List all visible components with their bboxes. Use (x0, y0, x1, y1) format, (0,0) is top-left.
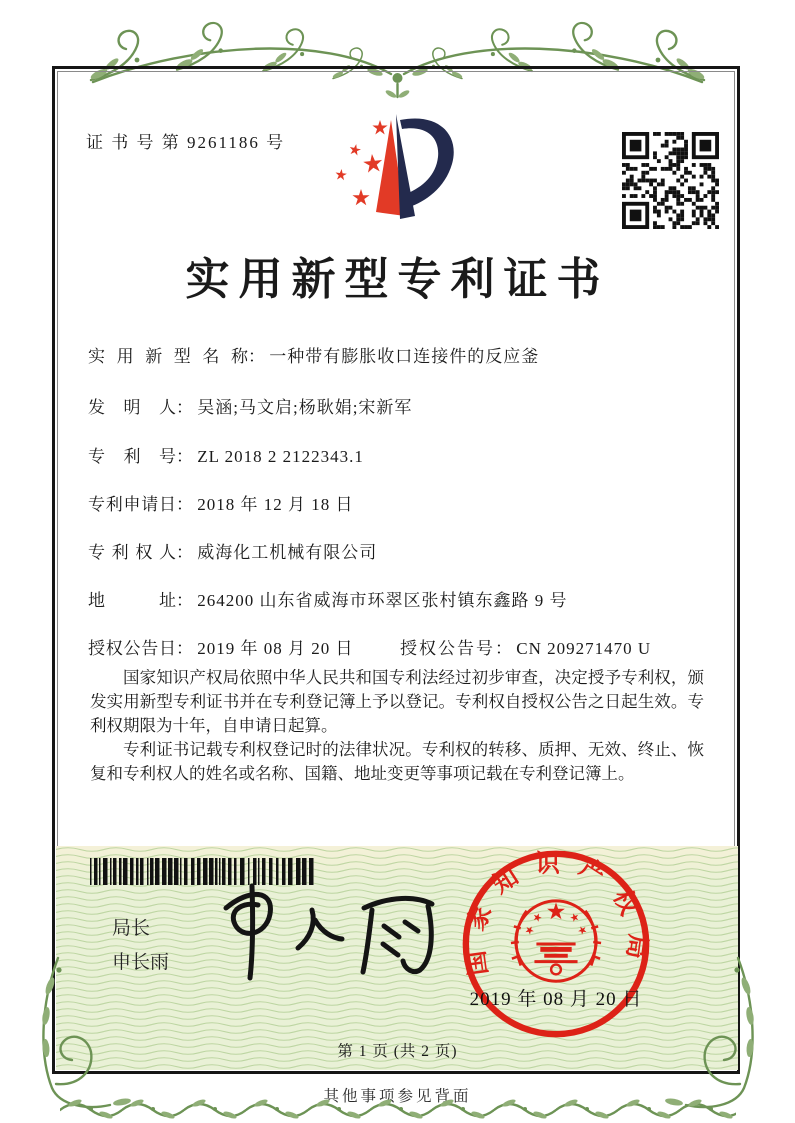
paragraph-grant-statement: 国家知识产权局依照中华人民共和国专利法经过初步审查，决定授予专利权，颁发实用新型专利证书并在专利登记簿上予以登记。专利权自授权公告之日起生效。专利权期限为十年，自申请日起算。 (90, 668, 704, 735)
field-label: 地址 (88, 591, 176, 610)
field-value: CN 209271470 U (516, 639, 652, 658)
field-value: 威海化工机械有限公司 (197, 543, 378, 562)
director-name: 申长雨 (112, 952, 170, 973)
field-value: ZL 2018 2 2122343.1 (197, 447, 364, 466)
paragraph-register-statement: 专利证书记载专利权登记时的法律状况。专利权的转移、质押、无效、终止、恢复和专利权人的姓名或名称、国籍、地址变更等事项记载在专利登记簿上。 (90, 740, 704, 783)
director-signature (212, 878, 452, 996)
bottom-vine-ornament (60, 1096, 736, 1122)
certificate-number: 证 书 号 第 9261186 号 (86, 133, 286, 152)
field-label: 专利权人 (88, 543, 176, 562)
official-seal (458, 846, 654, 1042)
field-label: 发明人 (88, 398, 176, 417)
field-label: 专利号 (88, 447, 176, 466)
certificate-title: 实用新型专利证书 (185, 255, 610, 304)
field-row-grant-date (88, 634, 652, 659)
national-emblem-icon (511, 901, 601, 981)
colon: ： (176, 447, 193, 466)
cnipa-logo (328, 112, 468, 238)
field-row-filing-date (88, 490, 354, 515)
field-value: 264200 山东省威海市环翠区张村镇东鑫路 9 号 (197, 591, 568, 610)
colon: ： (248, 347, 265, 366)
field-row-name (88, 342, 539, 367)
field-label: 专利申请日 (88, 495, 176, 514)
field-value: 吴涵;马文启;杨耿娟;宋新军 (197, 398, 413, 417)
field-value: 2018 年 12 月 18 日 (197, 495, 354, 514)
field-row-patent-number (88, 442, 364, 467)
page-number: 第 1 页 (共 2 页) (337, 1043, 458, 1060)
logo-p-icon (396, 114, 454, 219)
corner-ornament-right (630, 956, 770, 1114)
field-row-inventors (88, 393, 412, 418)
field-grant-number (400, 634, 651, 659)
colon: ： (495, 639, 512, 658)
seal-agency-text: 国家知识产权局 (460, 850, 652, 977)
field-label: 实用新型名称 (88, 347, 248, 366)
field-row-address (88, 586, 568, 611)
legal-text (90, 666, 704, 786)
colon: ： (176, 591, 193, 610)
colon: ： (176, 543, 193, 562)
field-value: 2019 年 08 月 20 日 (197, 639, 354, 658)
qr-code (622, 132, 719, 229)
colon: ： (176, 495, 193, 514)
seal-date: 2019 年 08 月 20 日 (469, 989, 643, 1010)
field-row-patentee (88, 538, 377, 563)
field-label: 授权公告号 (400, 639, 495, 658)
field-label: 授权公告日 (88, 639, 176, 658)
colon: ： (176, 639, 193, 658)
corner-ornament-left (26, 956, 166, 1114)
director-role-label: 局长 (112, 918, 151, 939)
colon: ： (176, 398, 193, 417)
field-value: 一种带有膨胀收口连接件的反应釜 (269, 347, 540, 366)
